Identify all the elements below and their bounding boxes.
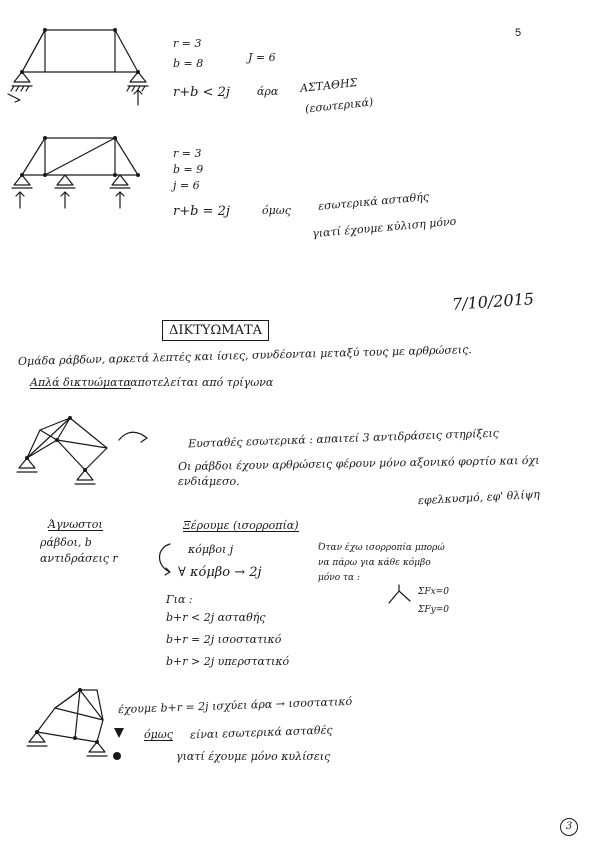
joints-count: κόμβοι j [188,543,234,556]
case-indeterminate: b+r > 2j υπερστατικό [166,655,290,668]
ex1-therefore: άρα [257,85,279,98]
truss-sketch-3 [15,410,125,500]
ex2-j: j = 6 [173,179,200,192]
circled-page-mark: 3 [560,818,578,836]
joint-force-icon [386,585,416,607]
ex1-conclusion-note: (εσωτερικά) [304,95,374,116]
bottom-line-1: έχουμε b+r = 2j ισχύει άρα → ισοστατικό [117,694,353,717]
truss-sketch-1 [10,20,160,115]
section-title: ΔΙΚΤΥΩΜΑΤΑ [162,320,269,341]
cases-head: Για : [166,593,193,606]
ex1-r: r = 3 [173,37,202,50]
simple-truss-label: Απλά δικτυώματα [30,376,132,389]
joints-title: Ξέρουμε (ισορροπία) [183,519,299,532]
ex1-b: b = 8 [173,57,204,70]
ex2-b: b = 9 [173,163,204,176]
bullet-icon [110,724,130,764]
unknowns-reactions: αντιδράσεις r [40,552,118,565]
stable-line-3: ενδιάμεσο. [178,475,240,488]
sum-fx: ΣFx=0 [418,587,449,597]
stable-line-2: Οι ράβδοι έχουν αρθρώσεις φέρουν μόνο αξονικό φορτίο και όχι [177,453,540,474]
page-number: 5 [515,27,522,39]
joints-equations: ∀ κόμβο → 2j [178,565,262,580]
loop-arrow-icon [152,540,182,580]
truss-sketch-2 [10,130,160,225]
case-determinate: b+r = 2j ισοστατικό [166,633,282,646]
stable-line-1: Ευσταθές εσωτερικά : απαιτεί 3 αντιδράσεις στηρίξεις [187,426,500,451]
right-arrow-icon [115,428,155,448]
unknowns-bars: ράβδοι, b [40,536,92,549]
bottom-line-3: γιατί έχουμε μόνο κυλίσεις [176,750,331,763]
equilibrium-note-3: μόνο τα : [318,573,360,583]
ex2-conclusion: εσωτερικά ασταθής [317,190,430,213]
unknowns-title: Άγνωστοι [48,518,103,531]
ex1-relation: r+b < 2j [173,85,230,100]
bottom-however: όμως [144,728,173,741]
equilibrium-note-2: να πάρω για κάθε κόμβο [318,558,431,568]
ex2-conclusion-note: γιατί έχουμε κύλιση μόνο [311,214,457,241]
ex2-r: r = 3 [173,147,202,160]
ex1-j: J = 6 [248,51,276,64]
sum-fy: ΣFy=0 [418,605,449,615]
date: 7/10/2015 [451,289,535,314]
simple-truss-text: : αποτελείται από τρίγωνα [123,376,274,389]
equilibrium-note-1: Όταν έχω ισορροπία μπορώ [318,543,445,553]
ex2-relation: r+b = 2j [173,204,230,219]
bottom-line-2: είναι εσωτερικά ασταθές [189,723,333,742]
truss-definition: Ομάδα ράβδων, αρκετά λεπτές και ίσιες, συνδέονται μεταξύ τους με αρθρώσεις. [17,343,472,368]
ex1-conclusion: ΑΣΤΑΘΗΣ [299,76,358,95]
ex2-however: όμως [262,204,291,217]
stable-line-4: εφελκυσμό, εφ' θλίψη [417,487,541,508]
case-unstable: b+r < 2j ασταθής [166,611,266,624]
